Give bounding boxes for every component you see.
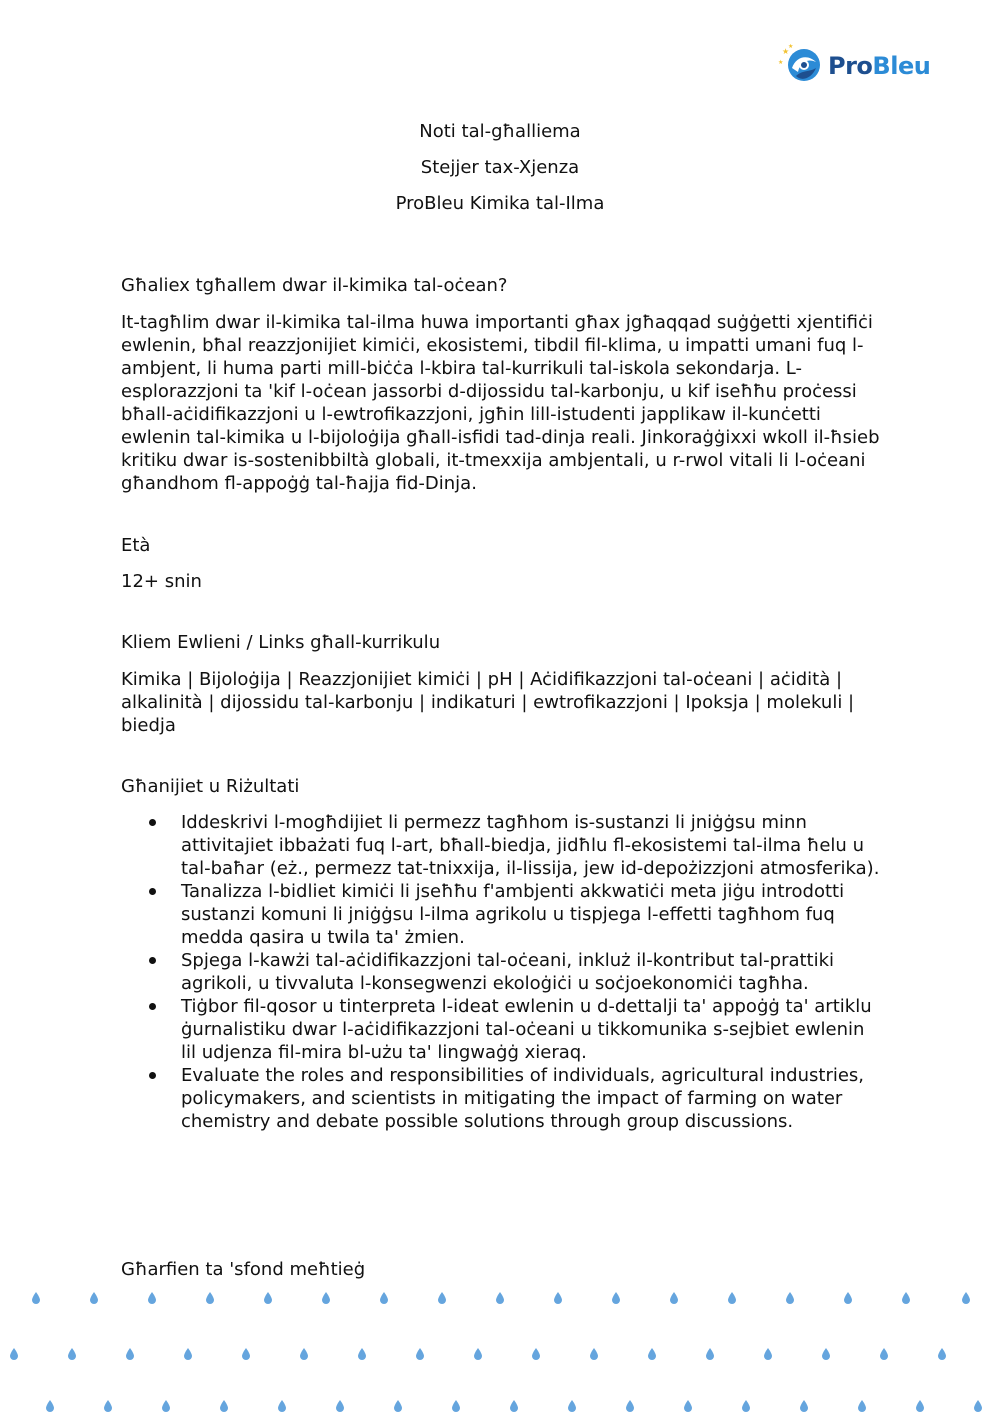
droplet-icon (612, 1292, 620, 1304)
objectives-heading: Għanijiet u Riżultati (121, 776, 300, 797)
probleu-logo-icon (778, 44, 826, 86)
keywords-heading: Kliem Ewlieni / Links għall-kurrikulu (121, 632, 441, 653)
droplet-icon (496, 1292, 504, 1304)
droplet-pattern (0, 1280, 1000, 1415)
age-heading: Età (121, 535, 151, 556)
droplet-icon (962, 1292, 970, 1304)
objectives-list (121, 811, 881, 1133)
droplet-icon (322, 1292, 330, 1304)
bullet-icon (149, 888, 156, 895)
droplet-icon (264, 1292, 272, 1304)
droplet-icon (90, 1292, 98, 1304)
droplet-icon (568, 1400, 576, 1412)
droplet-icon (764, 1348, 772, 1360)
droplet-icon (880, 1348, 888, 1360)
droplet-icon (242, 1348, 250, 1360)
droplet-icon (104, 1400, 112, 1412)
list-item: Tiġbor fil-qosor u tinterpreta l-ideat ewlenin u d-dettalji ta' appoġġ ta' artiklu ġurnalistiku dwar l-aċidifikazzjoni tal-oċeani u tikkomunika s-sejbiet ewlenin lil udjenza fil-mira bl-użu ta' lingwaġġ xieraq. (121, 995, 881, 1064)
document-titles (0, 120, 1000, 228)
droplet-icon (844, 1292, 852, 1304)
list-item: Spjega l-kawżi tal-aċidifikazzjoni tal-oċeani, inkluż il-kontribut tal-prattiki agrikoli, u tivvaluta l-konsegwenzi ekoloġiċi u soċjoekonomiċi tagħha. (121, 949, 881, 995)
droplet-icon (162, 1400, 170, 1412)
droplet-icon (394, 1400, 402, 1412)
bullet-icon (149, 957, 156, 964)
droplet-icon (68, 1348, 76, 1360)
title-teacher-notes: Noti tal-għalliema (419, 121, 581, 142)
droplet-icon (800, 1400, 808, 1412)
droplet-icon (510, 1400, 518, 1412)
droplet-icon (206, 1292, 214, 1304)
droplet-icon (648, 1348, 656, 1360)
probleu-wordmark: ProBleu (828, 52, 931, 80)
droplet-icon (706, 1348, 714, 1360)
title-water-chemistry: ProBleu Kimika tal-Ilma (395, 193, 605, 214)
droplet-icon (532, 1348, 540, 1360)
bullet-icon (149, 1003, 156, 1010)
bullet-icon (149, 819, 156, 826)
droplet-icon (416, 1348, 424, 1360)
svg-text:★: ★ (778, 59, 784, 66)
list-item: Evaluate the roles and responsibilities of individuals, agricultural industries, policymakers, and scientists in mitigating the impact of farming on water chemistry and debate possible solutions through group discussions. (121, 1064, 881, 1133)
droplet-icon (220, 1400, 228, 1412)
droplet-icon (336, 1400, 344, 1412)
list-item: Tanalizza l-bidliet kimiċi li jseħħu f'ambjenti akkwatiċi meta jiġu introdotti sustanzi komuni li jniġġsu l-ilma agrikolu u tispjega l-effetti tagħhom fuq medda qasira u twila ta' żmien. (121, 880, 881, 949)
droplet-icon (126, 1348, 134, 1360)
droplet-icon (684, 1400, 692, 1412)
droplet-icon (858, 1400, 866, 1412)
droplet-icon (358, 1348, 366, 1360)
age-value: 12+ snin (121, 571, 202, 592)
bullet-icon (149, 1072, 156, 1079)
why-body: It-tagħlim dwar il-kimika tal-ilma huwa importanti għax jgħaqqad suġġetti xjentifiċi ewlenin, bħal reazzjonijiet kimiċi, ekosistemi, tibdil fil-klima, u impatti umani fuq l-ambjent, li huma parti mill-biċċa l-kbira tal-kurrikuli tal-iskola sekondarja. L-esplorazzjoni ta 'kif l-oċean jassorbi d-dijossidu tal-karbonju, u kif iseħħu proċessi bħall-aċidifikazzjoni u l-ewtrofikazzjoni, jgħin lill-istudenti japplikaw il-kunċetti ewlenin tal-kimika u l-bijoloġija għall-isfidi tad-dinja reali. Jinkoraġġixxi wkoll il-ħsieb kritiku dwar is-sostenibbiltà globali, it-tmexxija ambjentali, u r-rwol vitali li l-oċeani għandhom fl-appoġġ tal-ħajja fid-Dinja. (121, 312, 880, 494)
droplet-icon (10, 1348, 18, 1360)
droplet-icon (380, 1292, 388, 1304)
droplet-icon (300, 1348, 308, 1360)
droplet-icon (626, 1400, 634, 1412)
svg-text:★: ★ (782, 47, 790, 56)
droplet-icon (46, 1400, 54, 1412)
droplet-icon (148, 1292, 156, 1304)
droplet-icon (786, 1292, 794, 1304)
keywords-text: Kimika | Bijoloġija | Reazzjonijiet kimiċi | pH | Aċidifikazzjoni tal-oċeani | aċidità | alkalinità | dijossidu tal-karbonju | indikaturi | ewtrofikazzjoni | Ipoksja | molekuli | biedja (121, 669, 855, 736)
droplet-icon (822, 1348, 830, 1360)
svg-text:★: ★ (788, 44, 794, 50)
droplet-icon (438, 1292, 446, 1304)
droplet-icon (590, 1348, 598, 1360)
droplet-icon (938, 1348, 946, 1360)
list-item: Iddeskrivi l-mogħdijiet li permezz tagħhom is-sustanzi li jniġġsu minn attivitajiet ibbażati fuq l-art, bħall-biedja, jidħlu fl-ekosistemi tal-ilma ħelu u tal-baħar (eż., permezz tat-tnixxija, il-lissija, jew id-depożizzjoni atmosferika). (121, 811, 881, 880)
why-heading: Għaliex tgħallem dwar il-kimika tal-oċean? (121, 275, 508, 296)
background-heading: Għarfien ta 'sfond meħtieġ (121, 1259, 366, 1280)
droplet-icon (670, 1292, 678, 1304)
droplet-icon (184, 1348, 192, 1360)
droplet-icon (452, 1400, 460, 1412)
title-science-stories: Stejjer tax-Xjenza (420, 157, 580, 178)
droplet-icon (974, 1400, 982, 1412)
droplet-icon (474, 1348, 482, 1360)
droplet-icon (554, 1292, 562, 1304)
droplet-icon (902, 1292, 910, 1304)
droplet-icon (916, 1400, 924, 1412)
droplet-icon (32, 1292, 40, 1304)
droplet-icon (278, 1400, 286, 1412)
droplet-icon (728, 1292, 736, 1304)
droplet-icon (742, 1400, 750, 1412)
probleu-logo (778, 44, 931, 86)
